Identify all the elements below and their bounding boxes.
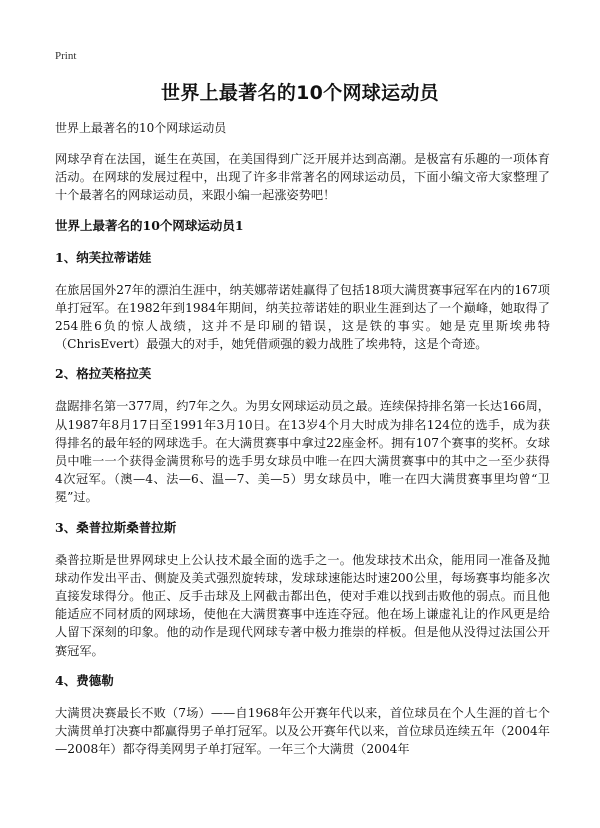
player-paragraph-2: 盘踞排名第一377周，约7年之久。为男女网球运动员之最。连续保持排名第一长达166周，从1987年8月17日至1991年3月10日。在13岁4个月大时成为排名124位的选手，成为获得排名的最年轻的网球选手。在大满贯赛事中拿过22座金杯。拥有107个赛事的奖杯。女球员中唯一一个获得金满贯称号的选手男女球员中唯一在四大满贯赛事中的其中之一至少获得4次冠军。（澳—4、法—6、温—7、美—5）男女球员中，唯一在四大满贯赛事里均曾“卫冕”过。 — [55, 399, 550, 505]
player-paragraph-1: 在旅居国外27年的漂泊生涯中，纳芙娜蒂诺娃赢得了包括18项大满贯赛事冠军在内的167项单打冠军。在1982年到1984年期间，纳芙拉蒂诺娃的职业生涯到达了一个巅峰，她取得了254胜6负的惊人战绩，这并不是印刷的错误，这是铁的事实。她是克里斯埃弗特（ChrisEvert）最强大的对手，她凭借顽强的毅力战胜了埃弗特，这是个奇迹。 — [55, 282, 550, 352]
print-link[interactable]: Print — [55, 50, 77, 62]
article-subtitle: 世界上最著名的10个网球运动员 — [55, 121, 227, 135]
section-heading: 世界上最著名的10个网球运动员1 — [55, 217, 244, 233]
player-paragraph-4: 大满贯决赛最长不败（7场）——自1968年公开赛年代以来，首位球员在个人生涯的首七个大满贯单打决赛中都赢得男子单打冠军。以及公开赛年代以来，首位球员连续五年（2004年—2008年）都夺得美网男子单打冠军。一年三个大满贯（2004年 — [55, 705, 550, 757]
intro-paragraph: 网球孕育在法国，诞生在英国，在美国得到广泛开展并达到高潮。是极富有乐趣的一项体育活动。在网球的发展过程中，出现了许多非常著名的网球运动员，下面小编文帝大家整理了十个最著名的网球运动员，来跟小编一起涨姿势吧！ — [55, 152, 550, 203]
article-body — [55, 120, 550, 770]
player-heading-3: 3、桑普拉斯桑普拉斯 — [55, 519, 177, 535]
player-heading-1: 1、纳芙拉蒂诺娃 — [55, 249, 152, 265]
page-title: 世界上最著名的10个网球运动员 — [161, 82, 439, 104]
player-heading-2: 2、格拉芙格拉芙 — [55, 366, 152, 382]
player-paragraph-3: 桑普拉斯是世界网球史上公认技术最全面的选手之一。他发球技术出众，能用同一准备及抛球动作发出平击、侧旋及美式强烈旋转球，发球球速能达时速200公里，每场赛事均能多次直接发球得分。他正、反手击球及上网截击都出色，使对手难以找到击败他的弱点。而且他能适应不同材质的网球场，使他在大满贯赛事中连连夺冠。他在场上谦虚礼让的作风更是给人留下深刻的印象。他的动作是现代网球专著中极力推崇的样板。但是他从没得过法国公开赛冠军。 — [55, 552, 550, 658]
player-heading-4: 4、费德勒 — [55, 672, 114, 688]
